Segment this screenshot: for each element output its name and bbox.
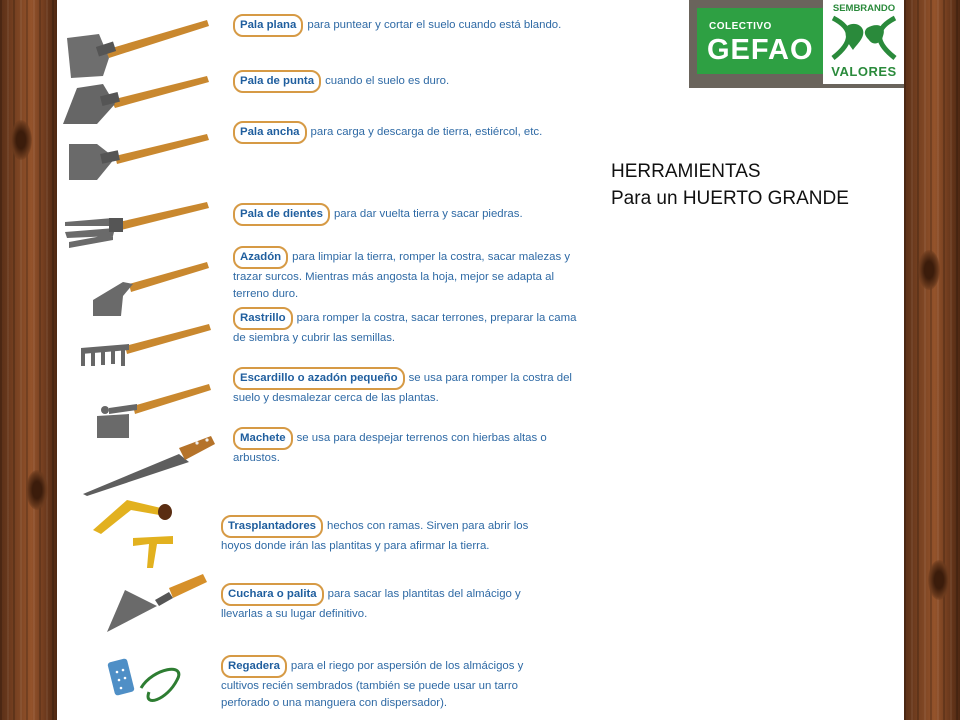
tool-entry — [233, 121, 593, 144]
tool-entry — [221, 515, 561, 555]
tool-description: para dar vuelta tierra y sacar piedras. — [333, 208, 523, 220]
tool-description: se usa para despejar terrenos con hierbas altas o arbustos. — [233, 432, 547, 464]
tool-label: Escardillo o azadón pequeño — [233, 367, 405, 390]
tool-description: para carga y descarga de tierra, estiércol, etc. — [310, 126, 543, 138]
logo-green-panel — [697, 8, 823, 74]
wide-shovel-icon — [57, 128, 217, 186]
wood-border-right — [904, 0, 960, 720]
tool-label: Machete — [233, 427, 293, 450]
tool-entry — [233, 14, 593, 37]
tool-description: para limpiar la tierra, romper la costra, sacar malezas y trazar surcos. Mientras más angosta la hoja, mejor se adapta al terreno duro. — [233, 251, 571, 300]
gefao-logo — [689, 0, 907, 88]
wood-border-left — [0, 0, 57, 720]
tool-label: Pala plana — [233, 14, 303, 37]
logo-sembrando-panel — [823, 0, 905, 84]
pointed-shovel-icon — [57, 70, 217, 132]
tool-description: para romper la costra, sacar terrones, preparar la cama de siembra y cubrir las semillas. — [233, 312, 577, 344]
tool-label: Cuchara o palita — [221, 583, 324, 606]
tool-entry — [233, 203, 593, 226]
tool-entry — [233, 246, 585, 303]
tool-description: se usa para romper la costra del suelo y desmalezar cerca de las plantas. — [233, 372, 572, 404]
tool-entry — [233, 70, 593, 93]
rake-icon — [57, 318, 217, 374]
slide — [57, 0, 904, 720]
tool-entry — [233, 427, 593, 467]
fork-icon — [57, 196, 217, 256]
tool-label: Regadera — [221, 655, 287, 678]
tool-description: hechos con ramas. Sirven para abrir los hoyos donde irán las plantitas y para afirmar la tierra. — [221, 520, 529, 552]
tool-entry — [221, 655, 549, 712]
tool-entry — [233, 367, 585, 407]
transplanter-icon — [57, 494, 217, 574]
logo-colectivo-text: COLECTIVO — [709, 21, 772, 32]
tool-entry — [221, 583, 561, 623]
tool-label: Azadón — [233, 246, 288, 269]
tool-description: cuando el suelo es duro. — [325, 75, 450, 87]
tool-description: para sacar las plantitas del almácigo y llevarlas a su lugar definitivo. — [221, 588, 521, 620]
tool-label: Pala ancha — [233, 121, 307, 144]
title-line-2: Para un HUERTO GRANDE — [611, 188, 849, 209]
logo-valores-text: VALORES — [831, 64, 897, 79]
tool-description: para el riego por aspersión de los almácigos y cultivos recién sembrados (también se puede usar un tarro perforado o una manguera con dispersador). — [221, 660, 524, 709]
logo-sembrando-text: SEMBRANDO — [832, 3, 896, 14]
tool-label: Pala de dientes — [233, 203, 330, 226]
small-hoe-icon — [57, 378, 217, 440]
slide-title — [611, 158, 849, 212]
watering-can-icon — [57, 648, 217, 714]
tool-label: Trasplantadores — [221, 515, 323, 538]
tool-description: para puntear y cortar el suelo cuando está blando. — [307, 19, 562, 31]
machete-icon — [57, 432, 217, 498]
tool-label: Pala de punta — [233, 70, 321, 93]
tool-label: Rastrillo — [233, 307, 293, 330]
tool-entry — [233, 307, 585, 347]
logo-gefao-text: GEFAO — [707, 34, 814, 66]
trowel-icon — [57, 570, 217, 636]
title-line-1: HERRAMIENTAS — [611, 161, 761, 182]
hoe-icon — [57, 256, 217, 320]
